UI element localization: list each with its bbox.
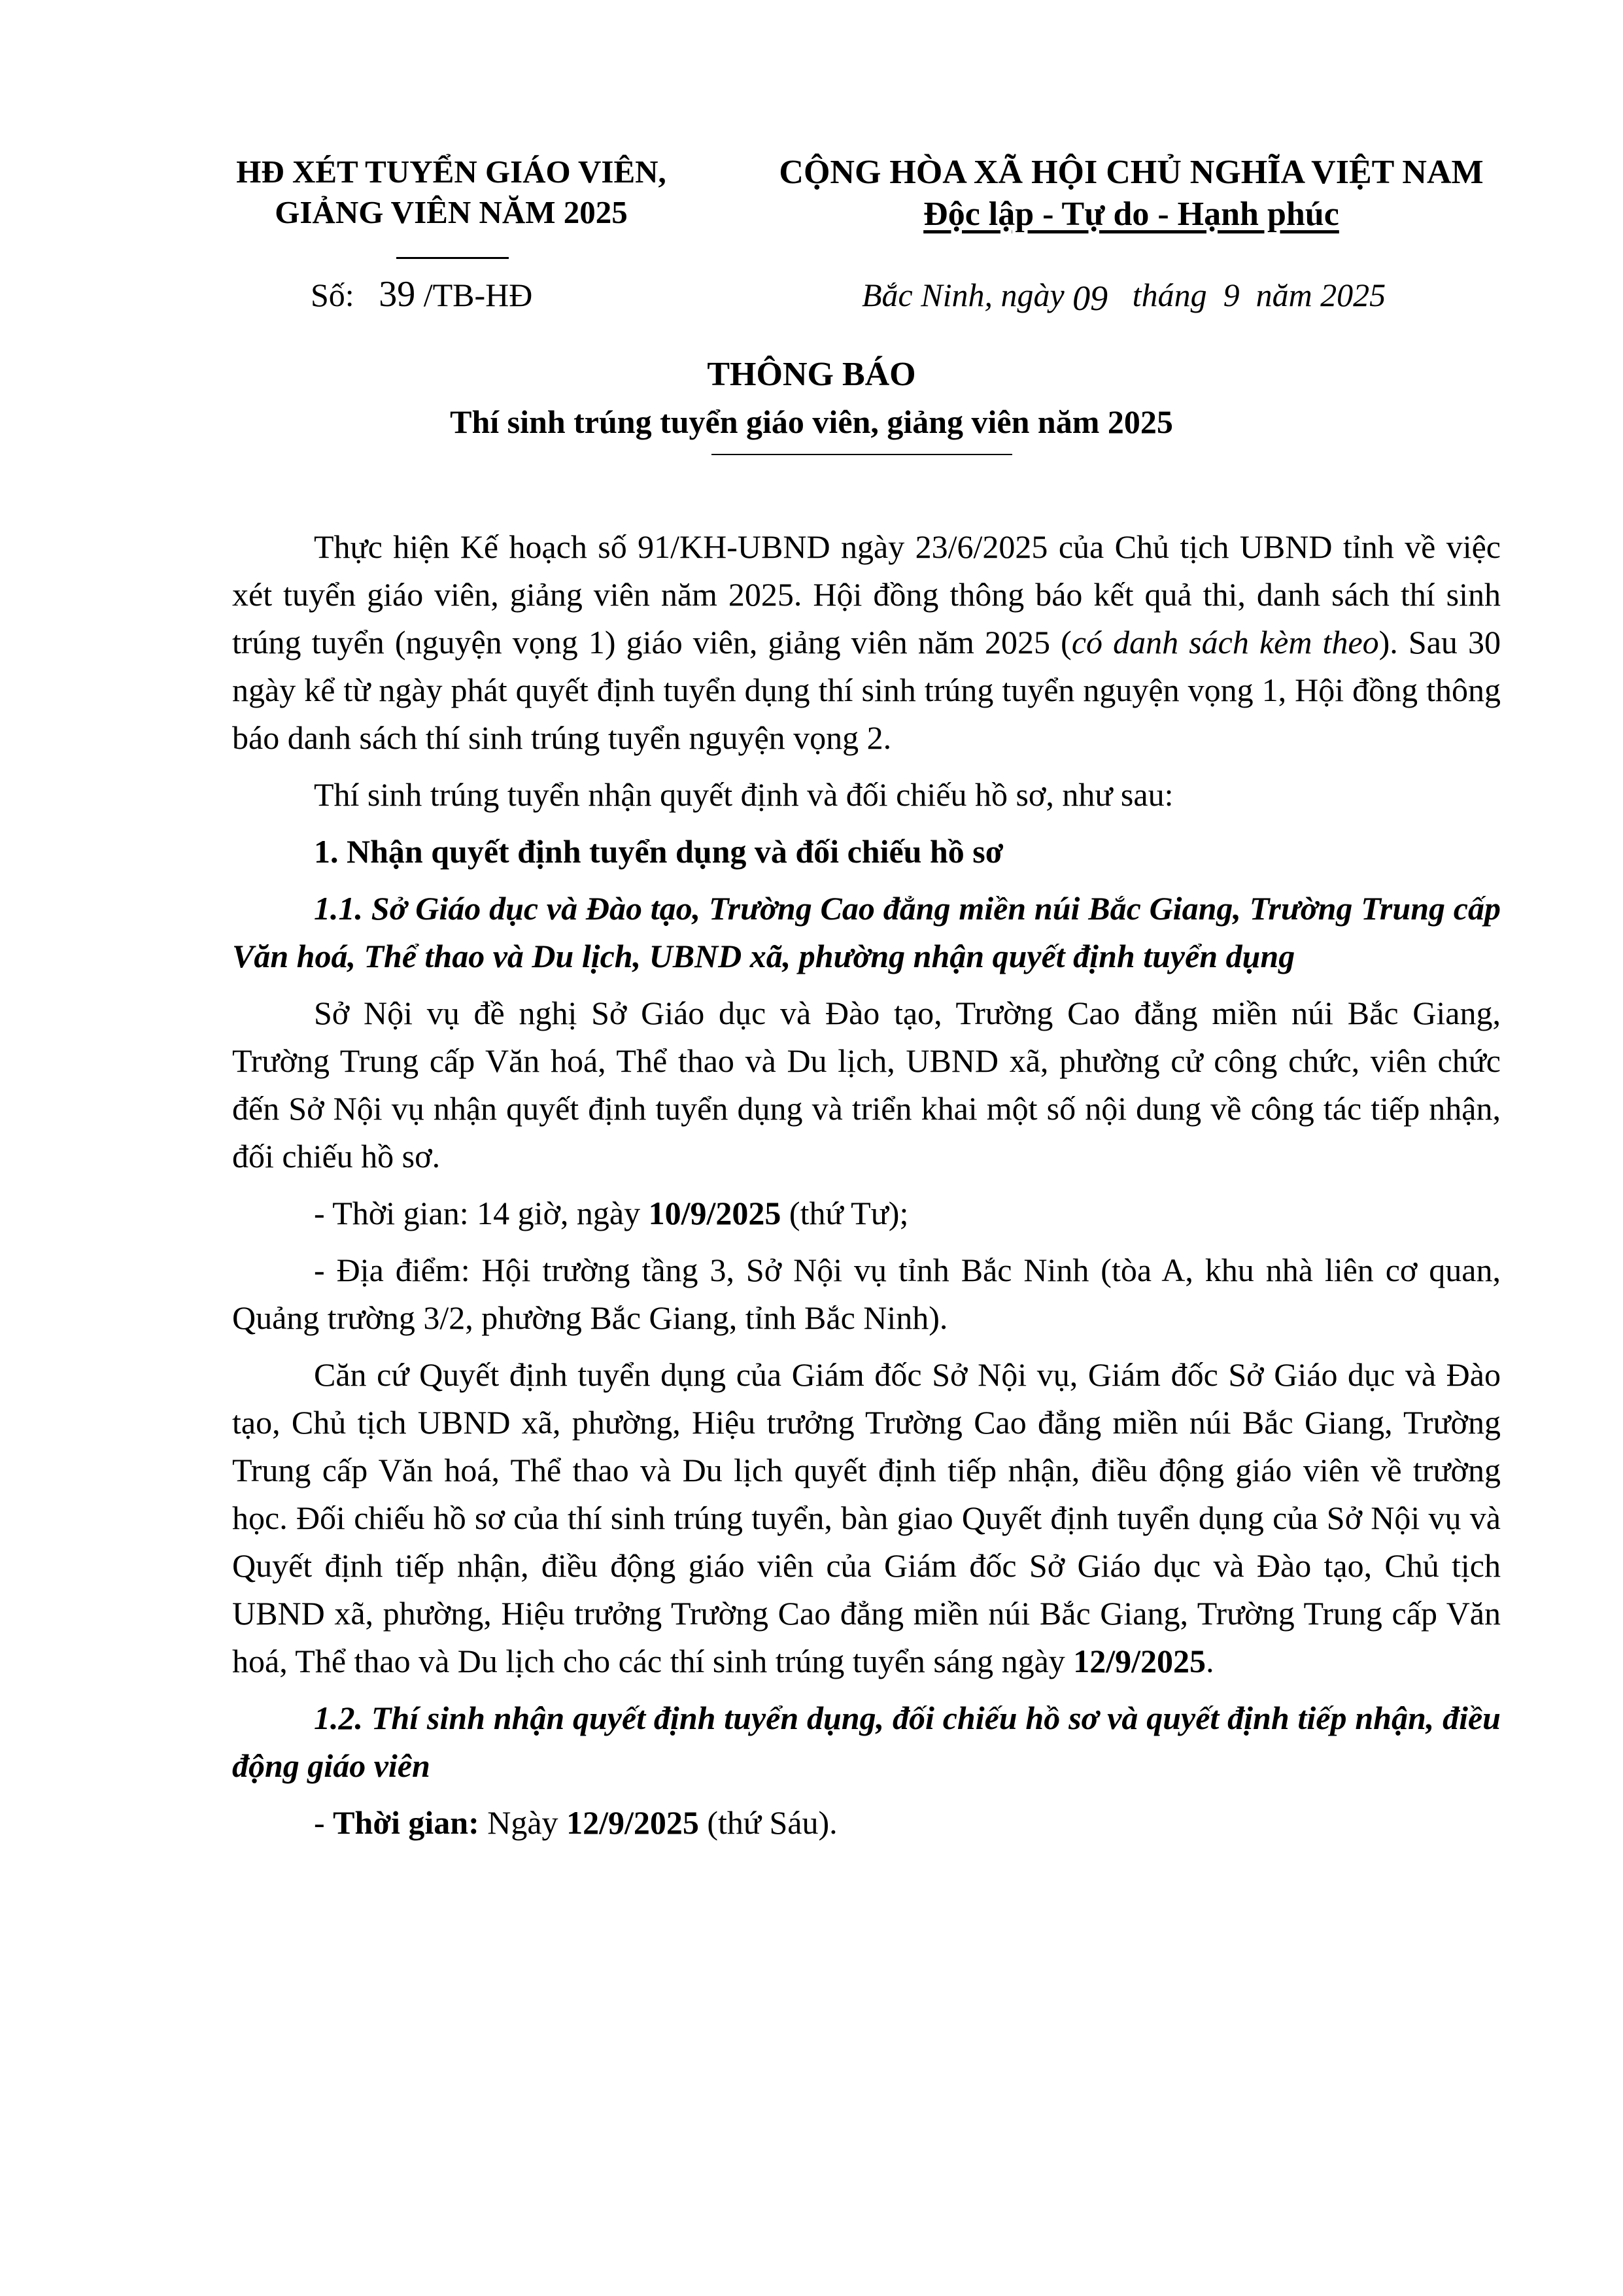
section-heading-1-1: 1.1. Sở Giáo dục và Đào tạo, Trường Cao đẳng miền núi Bắc Giang, Trường Trung cấp Văn hoá, Thể thao và Du lịch, UBND xã, phường nhận quyết định tuyển dụng <box>232 890 1501 974</box>
issuing-body-line1: HĐ XÉT TUYỂN GIÁO VIÊN, <box>236 154 666 190</box>
paragraph-intro <box>232 523 1501 762</box>
paragraph-procedure-intro: Thí sinh trúng tuyển nhận quyết định và đối chiếu hồ sơ, như sau: <box>314 776 1174 813</box>
title-divider <box>711 454 1012 455</box>
section-heading-1-2: 1.2. Thí sinh nhận quyết định tuyển dụng, đối chiếu hồ sơ và quyết định tiếp nhận, điều động giáo viên <box>232 1700 1501 1784</box>
paragraph-place-1: - Địa điểm: Hội trường tầng 3, Sở Nội vụ tỉnh Bắc Ninh (tòa A, khu nhà liên cơ quan, Quảng trường 3/2, phường Bắc Giang, tỉnh Bắc Ninh). <box>232 1252 1501 1336</box>
intro-text-b: ). Sau 30 ngày kể từ ngày phát quyết định tuyển dụng thí sinh trúng tuyển nguyện vọng 1, Hội đồng thông báo danh sách thí sinh trúng tuyển nguyện vọng 2. <box>232 624 1501 756</box>
doc-number-prefix: Số: <box>311 277 354 313</box>
intro-text-italic: có danh sách kèm theo <box>1071 624 1379 660</box>
document-body <box>232 523 1501 1856</box>
basis-date: 12/9/2025 <box>1073 1643 1206 1679</box>
date-month-label: tháng <box>1132 277 1207 313</box>
issuing-body <box>196 152 706 233</box>
basis-end: . <box>1206 1643 1214 1679</box>
date-month: 9 <box>1223 277 1240 313</box>
national-motto: Độc lập - Tự do - Hạnh phúc <box>923 196 1339 233</box>
section-heading-1: 1. Nhận quyết định tuyển dụng và đối chiếu hồ sơ <box>314 833 1004 870</box>
date-year: năm 2025 <box>1256 277 1386 313</box>
intro-text-a: Thực hiện Kế hoạch số 91/KH-UBND ngày 23/6/2025 của Chủ tịch UBND tỉnh về việc xét tuyển giáo viên, giảng viên năm 2025. Hội đồng thông báo kết quả thi, danh sách thí sinh trúng tuyển (nguyện vọng 1) giáo viên, giảng viên năm 2025 ( <box>232 528 1501 660</box>
document-subject-title: Thí sinh trúng tuyển giáo viên, giảng viên năm 2025 <box>450 403 1173 440</box>
doc-number-suffix: /TB-HĐ <box>423 277 533 313</box>
issuing-body-line2: GIẢNG VIÊN NĂM 2025 <box>275 194 628 230</box>
paragraph-basis <box>232 1351 1501 1685</box>
time2-date: 12/9/2025 <box>566 1804 699 1841</box>
doc-number-value: 39 <box>379 274 416 315</box>
paragraph-time-2 <box>232 1799 1501 1847</box>
basis-text: Căn cứ Quyết định tuyển dụng của Giám đốc Sở Nội vụ, Giám đốc Sở Giáo dục và Đào tạo, Chủ tịch UBND xã, phường, Hiệu trưởng Trường Cao đẳng miền núi Bắc Giang, Trường Trung cấp Văn hoá, Thể thao và Du lịch quyết định tiếp nhận, điều động giáo viên về trường học. Đối chiếu hồ sơ của thí sinh trúng tuyển, bàn giao Quyết định tuyển dụng của Sở Nội vụ và Quyết định tiếp nhận, điều động giáo viên của Giám đốc Sở Giáo dục và Đào tạo, Chủ tịch UBND xã, phường, Hiệu trưởng Trường Cao đẳng miền núi Bắc Giang, Trường Trung cấp Văn hoá, Thể thao và Du lịch cho các thí sinh trúng tuyển sáng ngày <box>232 1356 1501 1679</box>
time2-dash: - <box>314 1804 333 1841</box>
time1-date: 10/9/2025 <box>648 1195 781 1231</box>
date-place-prefix: Bắc Ninh, ngày <box>862 277 1065 313</box>
document-number <box>311 273 532 316</box>
document-type-title: THÔNG BÁO <box>707 356 916 393</box>
time2-label: Thời gian: <box>333 1804 479 1841</box>
issuing-body-divider <box>396 257 509 259</box>
time1-label: - Thời gian: 14 giờ, ngày <box>314 1195 649 1231</box>
time1-weekday: (thứ Tư); <box>781 1195 909 1231</box>
time2-prefix: Ngày <box>479 1804 567 1841</box>
date-day: 09 <box>1072 279 1108 318</box>
paragraph-request: Sở Nội vụ đề nghị Sở Giáo dục và Đào tạo, Trường Cao đẳng miền núi Bắc Giang, Trường Trung cấp Văn hoá, Thể thao và Du lịch, UBND xã, phường cử công chức, viên chức đến Sở Nội vụ nhận quyết định tuyển dụng và triển khai một số nội dung về công tác tiếp nhận, đối chiếu hồ sơ. <box>232 995 1501 1174</box>
document-date <box>862 273 1386 316</box>
national-header <box>739 152 1524 235</box>
paragraph-time-1 <box>232 1190 1501 1237</box>
time2-weekday: (thứ Sáu). <box>698 1804 838 1841</box>
country-name: CỘNG HÒA XÃ HỘI CHỦ NGHĨA VIỆT NAM <box>779 154 1484 191</box>
